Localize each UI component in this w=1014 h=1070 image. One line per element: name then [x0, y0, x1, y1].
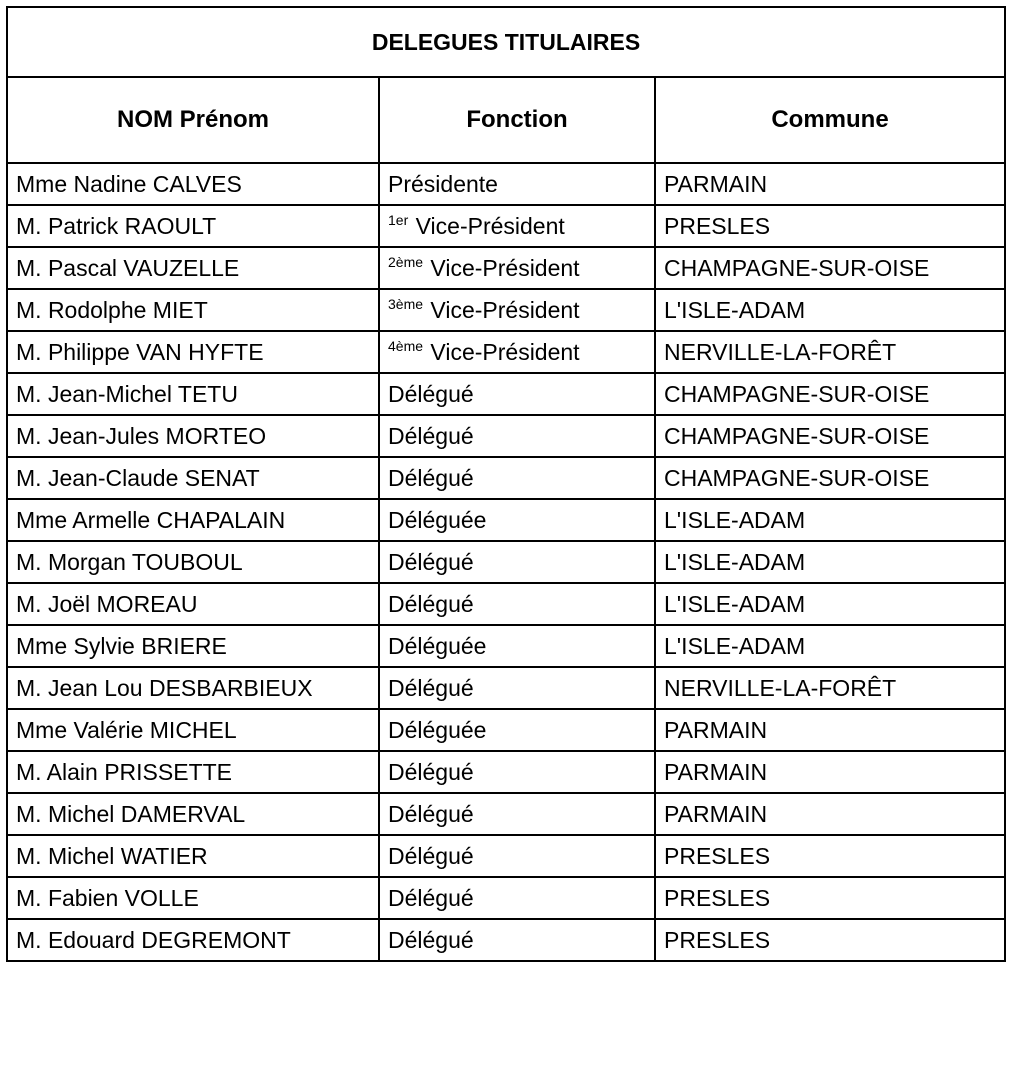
- cell-fonction: [379, 289, 655, 331]
- fonction-text: Délégué: [388, 884, 474, 911]
- fonction-text: Vice-Président: [424, 338, 580, 365]
- fonction-text: Déléguée: [388, 506, 487, 533]
- cell-commune: CHAMPAGNE-SUR-OISE: [655, 415, 1005, 457]
- cell-nom: M. Jean-Michel TETU: [7, 373, 379, 415]
- cell-commune: L'ISLE-ADAM: [655, 625, 1005, 667]
- cell-fonction: [379, 625, 655, 667]
- cell-fonction: [379, 205, 655, 247]
- cell-nom: M. Morgan TOUBOUL: [7, 541, 379, 583]
- fonction-ordinal: 3ème: [388, 295, 424, 312]
- table-row: [7, 583, 1005, 625]
- table-row: [7, 205, 1005, 247]
- cell-nom: M. Edouard DEGREMONT: [7, 919, 379, 961]
- cell-fonction: [379, 247, 655, 289]
- cell-fonction: [379, 163, 655, 205]
- cell-commune: CHAMPAGNE-SUR-OISE: [655, 457, 1005, 499]
- cell-nom: M. Philippe VAN HYFTE: [7, 331, 379, 373]
- cell-nom: M. Jean Lou DESBARBIEUX: [7, 667, 379, 709]
- table-row: [7, 457, 1005, 499]
- table-row: [7, 625, 1005, 667]
- table-row: [7, 709, 1005, 751]
- cell-nom: Mme Nadine CALVES: [7, 163, 379, 205]
- cell-nom: Mme Valérie MICHEL: [7, 709, 379, 751]
- table-row: [7, 247, 1005, 289]
- table-body: [7, 163, 1005, 961]
- fonction-text: Délégué: [388, 758, 474, 785]
- cell-commune: L'ISLE-ADAM: [655, 499, 1005, 541]
- fonction-text: Délégué: [388, 842, 474, 869]
- table-row: [7, 541, 1005, 583]
- table-row: [7, 877, 1005, 919]
- cell-nom: M. Rodolphe MIET: [7, 289, 379, 331]
- cell-commune: CHAMPAGNE-SUR-OISE: [655, 247, 1005, 289]
- cell-fonction: [379, 751, 655, 793]
- fonction-text: Déléguée: [388, 716, 487, 743]
- cell-nom: M. Michel WATIER: [7, 835, 379, 877]
- fonction-text: Délégué: [388, 380, 474, 407]
- table-title-row: [7, 7, 1005, 77]
- delegates-table: [6, 6, 1006, 962]
- cell-nom: Mme Sylvie BRIERE: [7, 625, 379, 667]
- cell-commune: PARMAIN: [655, 751, 1005, 793]
- table-row: [7, 415, 1005, 457]
- cell-nom: M. Patrick RAOULT: [7, 205, 379, 247]
- cell-nom: M. Jean-Jules MORTEO: [7, 415, 379, 457]
- cell-commune: PRESLES: [655, 877, 1005, 919]
- fonction-text: Délégué: [388, 674, 474, 701]
- document: [6, 6, 1006, 962]
- fonction-text: Délégué: [388, 590, 474, 617]
- cell-fonction: [379, 499, 655, 541]
- cell-fonction: [379, 541, 655, 583]
- cell-fonction: [379, 373, 655, 415]
- table-row: [7, 919, 1005, 961]
- cell-fonction: [379, 877, 655, 919]
- cell-commune: PARMAIN: [655, 793, 1005, 835]
- cell-fonction: [379, 919, 655, 961]
- cell-commune: PRESLES: [655, 205, 1005, 247]
- cell-fonction: [379, 583, 655, 625]
- cell-fonction: [379, 457, 655, 499]
- fonction-text: Présidente: [388, 170, 498, 197]
- table-row: [7, 667, 1005, 709]
- cell-commune: PARMAIN: [655, 709, 1005, 751]
- table-row: [7, 289, 1005, 331]
- column-header-commune: Commune: [655, 77, 1005, 163]
- fonction-ordinal: 1er: [388, 211, 409, 228]
- cell-commune: PRESLES: [655, 835, 1005, 877]
- cell-commune: NERVILLE-LA-FORÊT: [655, 667, 1005, 709]
- fonction-text: Délégué: [388, 464, 474, 491]
- cell-nom: M. Michel DAMERVAL: [7, 793, 379, 835]
- fonction-text: Délégué: [388, 800, 474, 827]
- fonction-text: Vice-Président: [424, 296, 580, 323]
- cell-nom: M. Fabien VOLLE: [7, 877, 379, 919]
- table-row: [7, 499, 1005, 541]
- table-header-row: [7, 77, 1005, 163]
- cell-commune: L'ISLE-ADAM: [655, 583, 1005, 625]
- cell-nom: Mme Armelle CHAPALAIN: [7, 499, 379, 541]
- cell-fonction: [379, 709, 655, 751]
- cell-commune: L'ISLE-ADAM: [655, 289, 1005, 331]
- cell-commune: CHAMPAGNE-SUR-OISE: [655, 373, 1005, 415]
- cell-fonction: [379, 667, 655, 709]
- column-header-fonction: Fonction: [379, 77, 655, 163]
- cell-nom: M. Jean-Claude SENAT: [7, 457, 379, 499]
- table-row: [7, 835, 1005, 877]
- fonction-text: Déléguée: [388, 632, 487, 659]
- cell-nom: M. Joël MOREAU: [7, 583, 379, 625]
- fonction-ordinal: 4ème: [388, 337, 424, 354]
- cell-commune: PRESLES: [655, 919, 1005, 961]
- table-row: [7, 751, 1005, 793]
- fonction-text: Vice-Président: [409, 212, 565, 239]
- table-title: DELEGUES TITULAIRES: [7, 7, 1005, 77]
- fonction-text: Vice-Président: [424, 254, 580, 281]
- cell-commune: L'ISLE-ADAM: [655, 541, 1005, 583]
- fonction-ordinal: 2ème: [388, 253, 424, 270]
- table-row: [7, 163, 1005, 205]
- cell-commune: PARMAIN: [655, 163, 1005, 205]
- cell-fonction: [379, 331, 655, 373]
- fonction-text: Délégué: [388, 548, 474, 575]
- table-row: [7, 373, 1005, 415]
- cell-fonction: [379, 415, 655, 457]
- column-header-nom: NOM Prénom: [7, 77, 379, 163]
- fonction-text: Délégué: [388, 926, 474, 953]
- cell-fonction: [379, 835, 655, 877]
- cell-fonction: [379, 793, 655, 835]
- table-row: [7, 331, 1005, 373]
- cell-nom: M. Pascal VAUZELLE: [7, 247, 379, 289]
- table-row: [7, 793, 1005, 835]
- cell-nom: M. Alain PRISSETTE: [7, 751, 379, 793]
- fonction-text: Délégué: [388, 422, 474, 449]
- cell-commune: NERVILLE-LA-FORÊT: [655, 331, 1005, 373]
